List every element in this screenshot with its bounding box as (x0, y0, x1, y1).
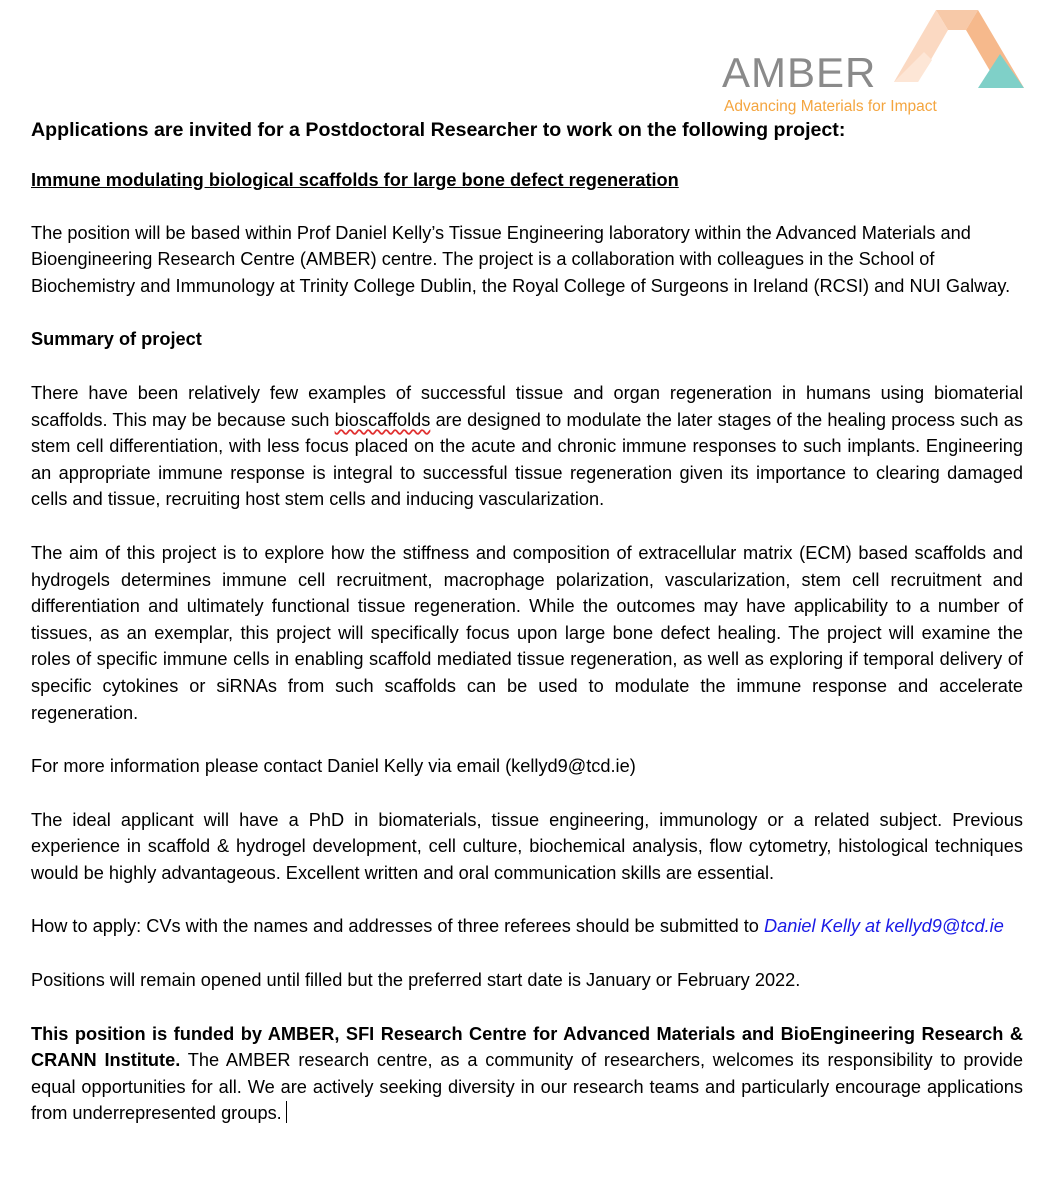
text-cursor (286, 1101, 287, 1123)
summary-paragraph (31, 380, 1023, 513)
contact-paragraph: For more information please contact Daniel Kelly via email (kellyd9@tcd.ie) (31, 756, 636, 777)
funding-paragraph (31, 1021, 1023, 1127)
diversity-statement: The AMBER research centre, as a community of researchers, welcomes its responsibility to provide equal opportunities for all. We are actively seeking diversity in our research teams and particularly encourage applications from underrepresented groups. (31, 1050, 1024, 1124)
document-body (31, 116, 1023, 1127)
summary-text-end: are designed to modulate the later stages of the healing process such as stem cell differentiation, with less focus placed on the acute and chronic immune responses to such implants. Engineering an appropriate immune response is integral to successful tissue regeneration given its importance to clearing damaged cells and tissue, recruiting host stem cells and inducing vascularization. (31, 409, 1023, 510)
positions-paragraph: Positions will remain opened until filled but the preferred start date is January or February 2022. (31, 970, 801, 991)
page-heading: Applications are invited for a Postdoctoral Researcher to work on the following project: (31, 119, 846, 141)
logo-tagline: Advancing Materials for Impact (724, 98, 937, 115)
apply-email-link[interactable]: Daniel Kelly at kellyd9@tcd.ie (763, 916, 1004, 937)
spellcheck-flagged-word[interactable]: bioscaffolds (334, 409, 431, 430)
how-to-apply-paragraph (31, 913, 1023, 940)
amber-logo (722, 4, 1042, 116)
ideal-applicant-paragraph: The ideal applicant will have a PhD in biomaterials, tissue engineering, immunology or a related subject. Previous experience in scaffold & hydrogel development, cell culture, biochemical analysis, flow cytometry, histological techniques would be highly advantageous. Excellent written and oral communication skills are essential. (31, 809, 1023, 883)
funding-statement: This position is funded by AMBER, SFI Research Centre for Advanced Materials and BioEngineering Research & CRANN Institute. (31, 1023, 1023, 1071)
logo-wordmark: AMBER (722, 49, 877, 96)
how-to-apply-text: How to apply: CVs with the names and addresses of three referees should be submitted to (31, 916, 764, 937)
amber-triangle-logo-icon (874, 4, 1024, 96)
aim-paragraph: The aim of this project is to explore how the stiffness and composition of extracellular matrix (ECM) based scaffolds and hydrogels determines immune cell recruitment, macrophage polarization, vascularization, stem cell recruitment and differentiation and ultimately functional tissue regeneration. While the outcomes may have applicability to a number of tissues, as an exemplar, this project will specifically focus upon large bone defect healing. The project will examine the roles of specific immune cells in enabling scaffold mediated tissue regeneration, as well as exploring if temporal delivery of specific cytokines or siRNAs from such scaffolds can be used to modulate the immune response and accelerate regeneration. (31, 542, 1023, 723)
summary-text-start: There have been relatively few examples of successful tissue and organ regeneration in humans using biomaterial scaffolds. This may be because such (31, 382, 1023, 430)
summary-heading: Summary of project (31, 329, 202, 350)
intro-paragraph: The position will be based within Prof Daniel Kelly’s Tissue Engineering laboratory within the Advanced Materials and Bioengineering Research Centre (AMBER) centre. The project is a collaboration with colleagues in the School of Biochemistry and Immunology at Trinity College Dublin, the Royal College of Surgeons in Ireland (RCSI) and NUI Galway. (31, 222, 1011, 296)
project-title: Immune modulating biological scaffolds for large bone defect regeneration (31, 170, 679, 190)
